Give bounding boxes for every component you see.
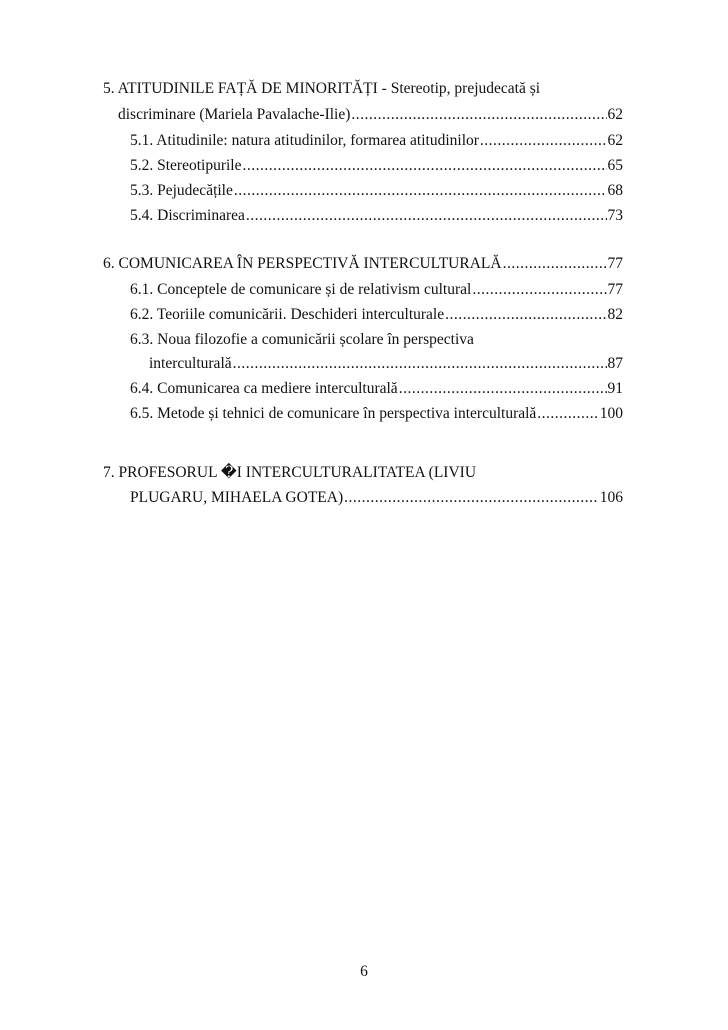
toc-item-text: 6.1. Conceptele de comunicare și de relativism cultural <box>130 281 472 298</box>
chapter-6-title-text: 6. COMUNICAREA ÎN PERSPECTIVĂ INTERCULTURALĂ <box>103 255 502 272</box>
chapter-7-title-text-2: PLUGARU, MIHAELA GOTEA) <box>130 489 344 506</box>
toc-item-6-2[interactable] <box>130 304 623 326</box>
toc-item-text: 5.1. Atitudinile: natura atitudinilor, formarea atitudinilor <box>130 132 479 149</box>
toc-item-5-1[interactable] <box>130 130 623 152</box>
chapter-7-title-line-2[interactable] <box>130 487 623 509</box>
dot-leader <box>344 487 599 509</box>
toc-item-text: 5.2. Stereotipurile <box>130 157 242 174</box>
dot-leader <box>246 205 607 227</box>
dot-leader <box>537 403 598 425</box>
chapter-7-title-text-1: 7. PROFESORUL �I INTERCULTURALITATEA (LIVIU <box>103 464 477 481</box>
chapter-5-title-text-1: 5. ATITUDINILE FAȚĂ DE MINORITĂȚI - Stereotip, prejudecată și <box>103 80 541 97</box>
toc-item-6-3-line-2[interactable] <box>149 353 623 375</box>
toc-item-5-3[interactable] <box>130 180 623 202</box>
dot-leader <box>351 104 606 126</box>
toc-item-page-number: 68 <box>607 182 623 199</box>
toc-item-text: 6.3. Noua filozofie a comunicării școlare în perspectiva <box>130 331 474 348</box>
toc-item-page-number: 82 <box>607 306 623 323</box>
dot-leader <box>445 304 606 326</box>
dot-leader <box>233 353 607 375</box>
toc-item-text: 6.4. Comunicarea ca mediere interculturală <box>130 380 398 397</box>
toc-item-text: 6.5. Metode și tehnici de comunicare în perspectiva interculturală <box>130 405 537 422</box>
chapter-7-page-number: 106 <box>599 489 623 506</box>
toc-item-page-number: 65 <box>607 157 623 174</box>
chapter-5-title-line-1[interactable] <box>103 78 623 100</box>
dot-leader <box>503 253 607 275</box>
chapter-5-title-line-2[interactable] <box>118 104 623 126</box>
dot-leader <box>472 279 606 301</box>
toc-item-5-2[interactable] <box>130 155 623 177</box>
chapter-6-title[interactable] <box>103 253 623 275</box>
toc-item-text: 5.3. Pejudecățile <box>130 182 233 199</box>
chapter-6-page-number: 77 <box>607 255 623 272</box>
dot-leader <box>480 130 607 152</box>
chapter-5-title-text-2: discriminare (Mariela Pavalache-Ilie) <box>118 106 351 123</box>
toc-item-text: 5.4. Discriminarea <box>130 207 245 224</box>
dot-leader <box>234 180 607 202</box>
chapter-7-title-line-1[interactable] <box>103 462 623 484</box>
toc-item-6-1[interactable] <box>130 279 623 301</box>
toc-item-text: 6.2. Teoriile comunicării. Deschideri interculturale <box>130 306 445 323</box>
toc-item-6-4[interactable] <box>130 378 623 400</box>
toc-item-page-number: 62 <box>607 132 623 149</box>
dot-leader <box>399 378 607 400</box>
chapter-5-page-number: 62 <box>607 106 623 123</box>
toc-item-page-number: 91 <box>607 380 623 397</box>
toc-item-text: interculturală <box>149 355 232 372</box>
toc-item-6-5[interactable] <box>130 403 623 425</box>
toc-item-5-4[interactable] <box>130 205 623 227</box>
toc-item-6-3-line-1[interactable] <box>130 329 623 351</box>
toc-item-page-number: 73 <box>607 207 623 224</box>
page-number: 6 <box>360 963 368 980</box>
toc-item-page-number: 77 <box>607 281 623 298</box>
toc-item-page-number: 87 <box>607 355 623 372</box>
dot-leader <box>243 155 607 177</box>
toc-item-page-number: 100 <box>599 405 623 422</box>
